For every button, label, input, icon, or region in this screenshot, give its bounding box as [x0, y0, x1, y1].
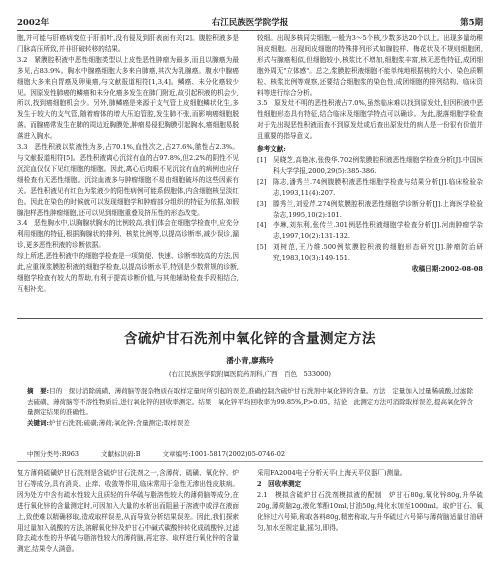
header-issue: 第5期 — [460, 18, 483, 28]
reference-item: [4] 李琳,刘东利,张传兰.301例恶性积液细胞学检查分析[J].河南肿瘤学杂志,1997,10(2):131-132. — [257, 221, 483, 241]
abstract-text: 目的 探讨消除硫磺、薄荷脑等混杂物质在取样定量时所引起的误差,准确控制含硫炉甘石洗剂中氧化锌的含量。方法 定量加入过量稀硫酸,过滤除去硫磺、薄荷脑等不溶性物质后,进行氧化锌的回收率测定。结果 氧化锌平均回收率为99.85%,P>0.05。结论 此测定方法可消除取样误差,提高氧化锌含量测定结果的准确性。 — [27, 387, 473, 417]
paragraph: 较细。出现多核同尖细胞,一般为3～5个核,少数多达20个以上。出现多量幼稚间皮细胞。出现间皮细胞的特殊排列形式如腺腔样、梅花状及不规则细胞团,形式与腺癌相似,但细胞较小,核浆比不增加,细胞浆丰富,核无恶性特征,成团细胞外周无"立体感"。总之,浆膜腔积液细胞不能单纯地根据核的大小、染色质颗粒、核浆比例等观察,还要结合细胞浆的染色性,成团细胞的排列结构、临床资料等进行综合分析。 — [257, 34, 483, 97]
article-number: 文章编号:1001-5817(2002)05-0746-02 — [162, 450, 286, 458]
document-code: 文献标识码:B — [101, 450, 141, 458]
previous-article-left-column — [17, 33, 239, 295]
running-header — [17, 14, 483, 31]
article-body-left-column — [17, 468, 239, 555]
keywords-label: 关键词: — [27, 418, 49, 427]
references-heading: 参考文献: — [257, 145, 286, 154]
section-heading: 2 回收率测定 — [257, 479, 302, 488]
received-date: 收稿日期:2002-08-08 — [412, 265, 483, 274]
header-year: 2002年 — [17, 18, 50, 28]
keywords — [27, 418, 473, 429]
paragraph: 采用FA2004电子分析天平(上海天平仪器厂)测量。 — [257, 469, 407, 477]
abstract — [27, 386, 473, 418]
article-body-right-column — [257, 468, 483, 533]
previous-article-right-column — [257, 33, 483, 275]
article-divider — [17, 318, 483, 319]
paragraph: 3.4 恶性胸水中,以胸腺状胸水的比例较高,我们体会在细胞学检查中,应充分利用细胞的特征,根据胸腺状的排列、核浆比例等,以提高诊断率,减少误诊,漏诊,更多恶性积液的诊断依据。 — [17, 219, 239, 250]
reference-item: [1] 吴晓芝,高艳冰,张俊华.702例浆膜腔积液恶性细胞学检查分析[J].中国医科大学学报,2000,29(5):385-386. — [257, 155, 483, 175]
clc-number: 中图分类号:R963 — [27, 450, 79, 458]
article-affiliation: (右江民族医学院附属医院药剂科,广西 百色 533000) — [169, 370, 331, 378]
paragraph: 复方薄荷硫磺炉甘石洗剂是含硫炉甘石洗剂之一,含薄荷、硫磺、氧化锌、炉甘石等成分,具有消炎、止痒、收敛等作用,临床常用于急性无渗出性皮肤病。因为处方中含有疏水性较大且质轻的升华硫与脂溶性较大的薄荷脑等成分,在进行氧化锌的含量测定时,可因加入大量的水析出而阻悬于溶液中或浮在液面上,致使难以精确移取,造成取样误差,从而导致分析结果误差。因此,我们探索用过量加入硫酸的方法,溶解氧化锌及炉甘石中碱式碳酸锌转化成硫酸锌,过滤除去疏水性的升华硫与脂溶性较大的薄荷脑,再定容、取样进行氧化锌的含量测定,结果令人满意。 — [17, 469, 239, 554]
body-divider — [17, 461, 483, 462]
paragraph: 3.5 原发灶不明的恶性积液占7.0%,虽然临床难以找到原发灶,但因积液中恶性细胞形态具有特征,结合临床及细胞学特点可以确诊。为此,脱落细胞学检查对于先出现恶性积液而查不到原发灶或后查出原发灶的病人是一份很有价值并且重要的指导意义。 — [257, 99, 483, 141]
paragraph: 2.1 模拟含硫炉甘石洗剂模拟液的配制 炉甘石80g,氧化锌80g,升华硫20g,薄荷脑2g,液化苯酚10ml,甘油50g,纯化水加至1000ml。取炉甘石、氧化锌过六号筛,称取各料80g,精密称取,与升华硫过六号筛与薄荷脑适量甘油研匀,加水至规定量,摇匀,即得。 — [257, 490, 483, 532]
paragraph: 综上所述,恶性积液中的细胞学检查是一项简便、快速、诊断率较高的方法,因此,应重视浆膜腔积液的细胞学检查,以提高诊断水平,特别是少数常规的诊断,细胞学检查有较大的帮助,有利于提高诊断价值,与其他辅助检查手段相结合,互相补充。 — [17, 252, 239, 293]
abstract-block — [27, 386, 473, 428]
header-journal: 右江民族医学院学报 — [211, 18, 289, 28]
paragraph: 3.2 紧膜腔积液中恶性细胞类型以上皮性恶性肿瘤为最多,而且以腺癌为最多见,占83.9%。胸水中腺癌细胞大多来自肺癌,其次为乳腺癌。腹水中腺癌细胞大多来自胃癌及卵巢癌,与文献报道相符[1,3,4]。鳞癌、未分化癌较少见。因原发性肺癌的鳞癌和未分化癌多发生在肺门附近,故引起积液的机会少,所以,找到癌细胞机会少。另外,肺鳞癌是来源于支气管上皮细胞鳞状化生,多发生于较大的支气管,随着瘤体的增大压迫管腔,发生肺不张,而影响癌细胞脱落。而腺癌常发生在肺的周边近胸膜处,肿瘤易侵犯胸膜引起胸水,癌细胞易脱落进入胸水。 — [17, 55, 239, 141]
reference-item: [3] 滕秀兰,刘爱芹.274例浆膜腔积液恶性细胞学诊断分析[J].上海医学检验杂志,1995,10(2):101. — [257, 199, 483, 219]
article-title: 含硫炉甘石洗剂中氧化锌的含量测定方法 — [124, 331, 376, 347]
article-authors: 潘小青,廖燕玲 — [226, 356, 274, 365]
reference-item: [2] 陈志,潘秀兰.74例腹膜积液恶性细胞学检查与结果分析[J].临床检验杂志,1993,11(4):207. — [257, 177, 483, 197]
reference-item: [5] 刘树范,王乃维.500例浆膜腔积液的细胞形态研究[J].肿瘤防治研究,1983,10(3):149-151. — [257, 243, 483, 263]
paragraph: 胞,并可能与肝癌病变位于肝前叶,没有侵及到肝表面有关[2]。腹腔积液多是门脉高压所致,并非肝破转移的结果。 — [17, 34, 239, 53]
keywords-text: 炉甘石洗剂;硫磺;薄荷;氧化锌;含量测定;取样误差 — [48, 418, 190, 427]
abstract-label: 摘 要: — [27, 387, 50, 395]
paragraph: 3.3 恶性积液以浆液性为多,占70.1%,血性次之,占27.6%,脓性占2.3%。与文献报道相符[5]。恶性积液离心沉淀有血的占97.8%,但2.2%的阴性不见沉淀血仅仅下见红细胞的细胞。因此,离心后肉眼不见沉淀有血的病例也应仔细检查有无恶性细胞。沉淀血液多与肿瘤细胞不易由细胞破坏的这些因素有关。恶性积液见有红色为浆液少的阳性病例可能系假胞体,内含细胞核呈淡红色。因此在染色的时候就可以发现细胞学和肿瘤部分组织的特征为依据,如假腺泡样恶性肿瘤细胞,还可以见到细胞重叠及挤压性的形态改变。 — [17, 143, 239, 217]
classification-meta — [27, 449, 473, 458]
